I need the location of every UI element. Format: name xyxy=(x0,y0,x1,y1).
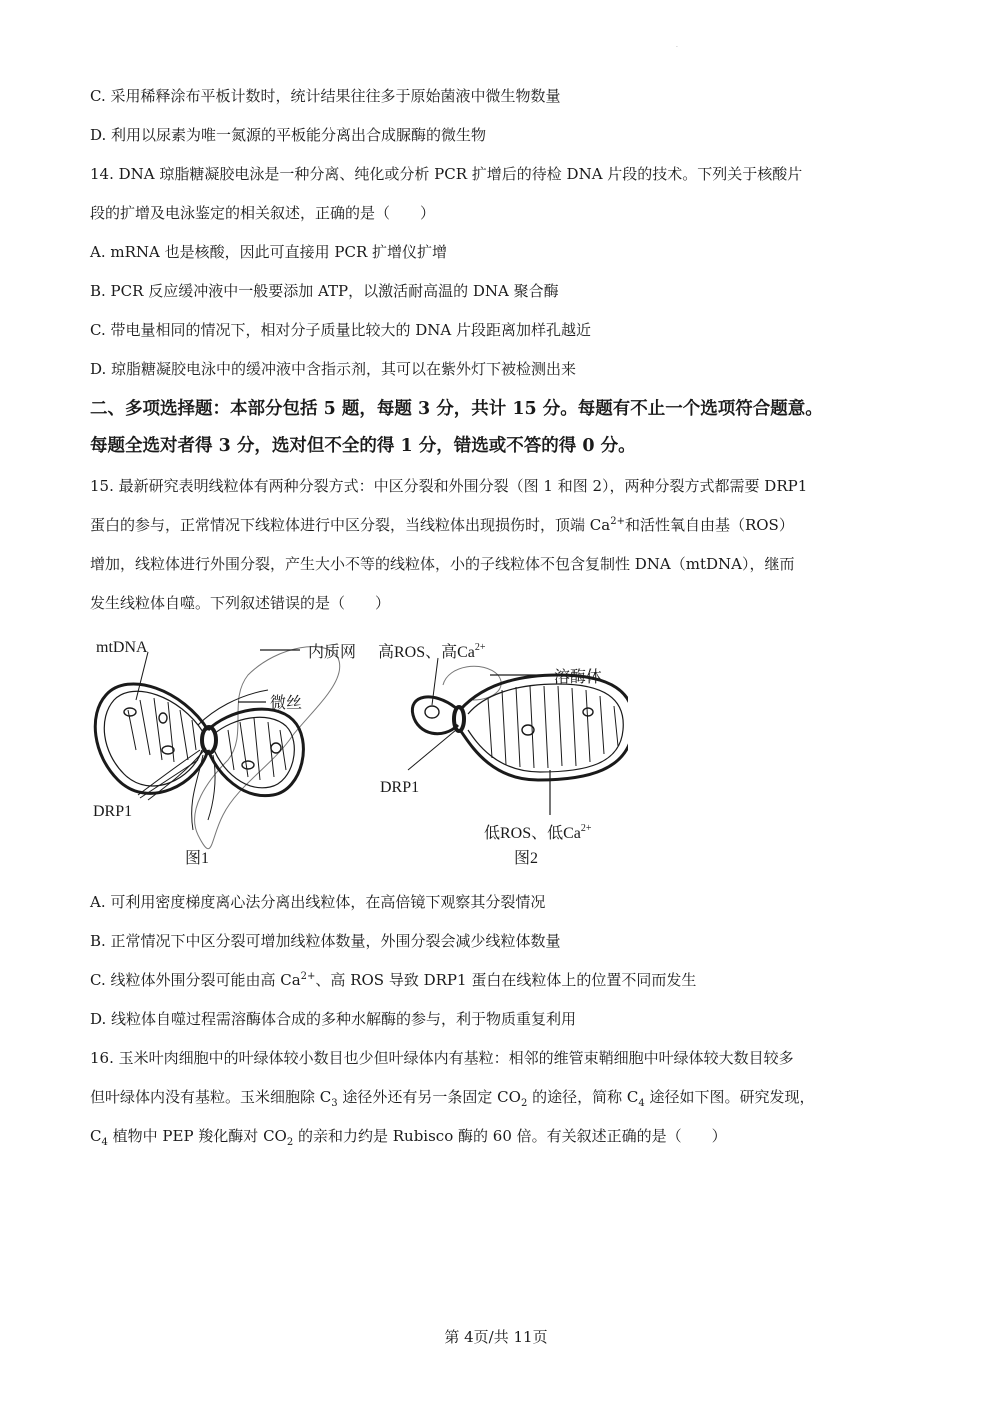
q14-option-c: C. 带电量相同的情况下，相对分子质量比较大的 DNA 片段距离加样孔越近 xyxy=(90,321,592,339)
fig1-er-label: 内质网 xyxy=(308,644,357,661)
q14-option-d: D. 琼脂糖凝胶电泳中的缓冲液中含指示剂，其可以在紫外灯下被检测出来 xyxy=(90,360,577,378)
fig2-caption: 图2 xyxy=(514,850,539,867)
q14-option-a: A. mRNA 也是核酸，因此可直接用 PCR 扩增仪扩增 xyxy=(90,243,448,261)
page-footer: 第 4页/共 11页 xyxy=(444,1328,548,1346)
speck: · xyxy=(676,44,678,51)
q14-option-b: B. PCR 反应缓冲液中一般要添加 ATP，以激活耐高温的 DNA 聚合酶 xyxy=(90,282,559,300)
q13-option-d: D. 利用以尿素为唯一氮源的平板能分离出合成脲酶的微生物 xyxy=(90,126,487,144)
q16-stem-line2: 但叶绿体内没有基粒。玉米细胞除 $C_3$ 途径外还有另一条固定 $CO_2$ 的途径，简称 $C_4$ 途径如下图。研究发现， xyxy=(90,1088,815,1109)
q15-stem-line2: 蛋白的参与，正常情况下线粒体进行中区分裂，当线粒体出现损伤时，顶端 $Ca^{2+}$和活性氧自由基（ROS） xyxy=(90,516,794,534)
fig1-caption: 图1 xyxy=(185,850,210,867)
mitochondria-fission-figure xyxy=(88,630,628,875)
q15-option-c: C. 线粒体外围分裂可能由高 $Ca^{2+}$、高 ROS 导致 DRP1 蛋白在线粒体上的位置不同而发生 xyxy=(90,971,697,989)
q15-stem-line1: 15. 最新研究表明线粒体有两种分裂方式：中区分裂和外围分裂（图 1 和图 2），两种分裂方式都需要 DRP1 xyxy=(90,477,808,495)
fig2-lysosome-label: 溶酶体 xyxy=(554,669,603,686)
fig1-drp1-label: DRP1 xyxy=(93,803,133,820)
q15-option-a: A. 可利用密度梯度离心法分离出线粒体，在高倍镜下观察其分裂情况 xyxy=(90,893,546,911)
q15-stem-line3: 增加，线粒体进行外围分裂，产生大小不等的线粒体，小的子线粒体不包含复制性 DNA（mtDNA），继而 xyxy=(90,555,795,573)
fig2-high-ros-ca-label: 高ROS、高$Ca^{2+}$ xyxy=(378,642,486,661)
fig1-microfilament-label: 微丝 xyxy=(270,695,303,712)
fig2-drp1-label: DRP1 xyxy=(380,779,420,796)
section2-heading-line2: 每题全选对者得 3 分，选对但不全的得 1 分，错选或不答的得 0 分。 xyxy=(90,436,636,456)
section2-heading-line1: 二、多项选择题：本部分包括 5 题，每题 3 分，共计 15 分。每题有不止一个选项符合题意。 xyxy=(90,399,823,419)
q16-stem-line3: $C_4$ 植物中 PEP 羧化酶对 $CO_2$ 的亲和力约是 Rubisco 酶的 60 倍。有关叙述正确的是（ ） xyxy=(90,1127,727,1148)
q14-stem-line2: 段的扩增及电泳鉴定的相关叙述，正确的是（ ） xyxy=(90,204,436,222)
fig1-mtdna-label: mtDNA xyxy=(96,639,148,656)
q14-stem-line1: 14. DNA 琼脂糖凝胶电泳是一种分离、纯化或分析 PCR 扩增后的待检 DNA 片段的技术。下列关于核酸片 xyxy=(90,165,803,183)
q15-option-b: B. 正常情况下中区分裂可增加线粒体数量，外围分裂会减少线粒体数量 xyxy=(90,932,561,950)
q15-stem-line4: 发生线粒体自噬。下列叙述错误的是（ ） xyxy=(90,594,391,612)
fig2-low-ros-ca-label: 低ROS、低$Ca^{2+}$ xyxy=(484,823,592,842)
q15-option-d: D. 线粒体自噬过程需溶酶体合成的多种水解酶的参与，利于物质重复利用 xyxy=(90,1010,577,1028)
q13-option-c: C. 采用稀释涂布平板计数时，统计结果往往多于原始菌液中微生物数量 xyxy=(90,87,561,105)
q16-stem-line1: 16. 玉米叶肉细胞中的叶绿体较小数目也少但叶绿体内有基粒：相邻的维管束鞘细胞中叶绿体较大数目较多 xyxy=(90,1049,794,1067)
